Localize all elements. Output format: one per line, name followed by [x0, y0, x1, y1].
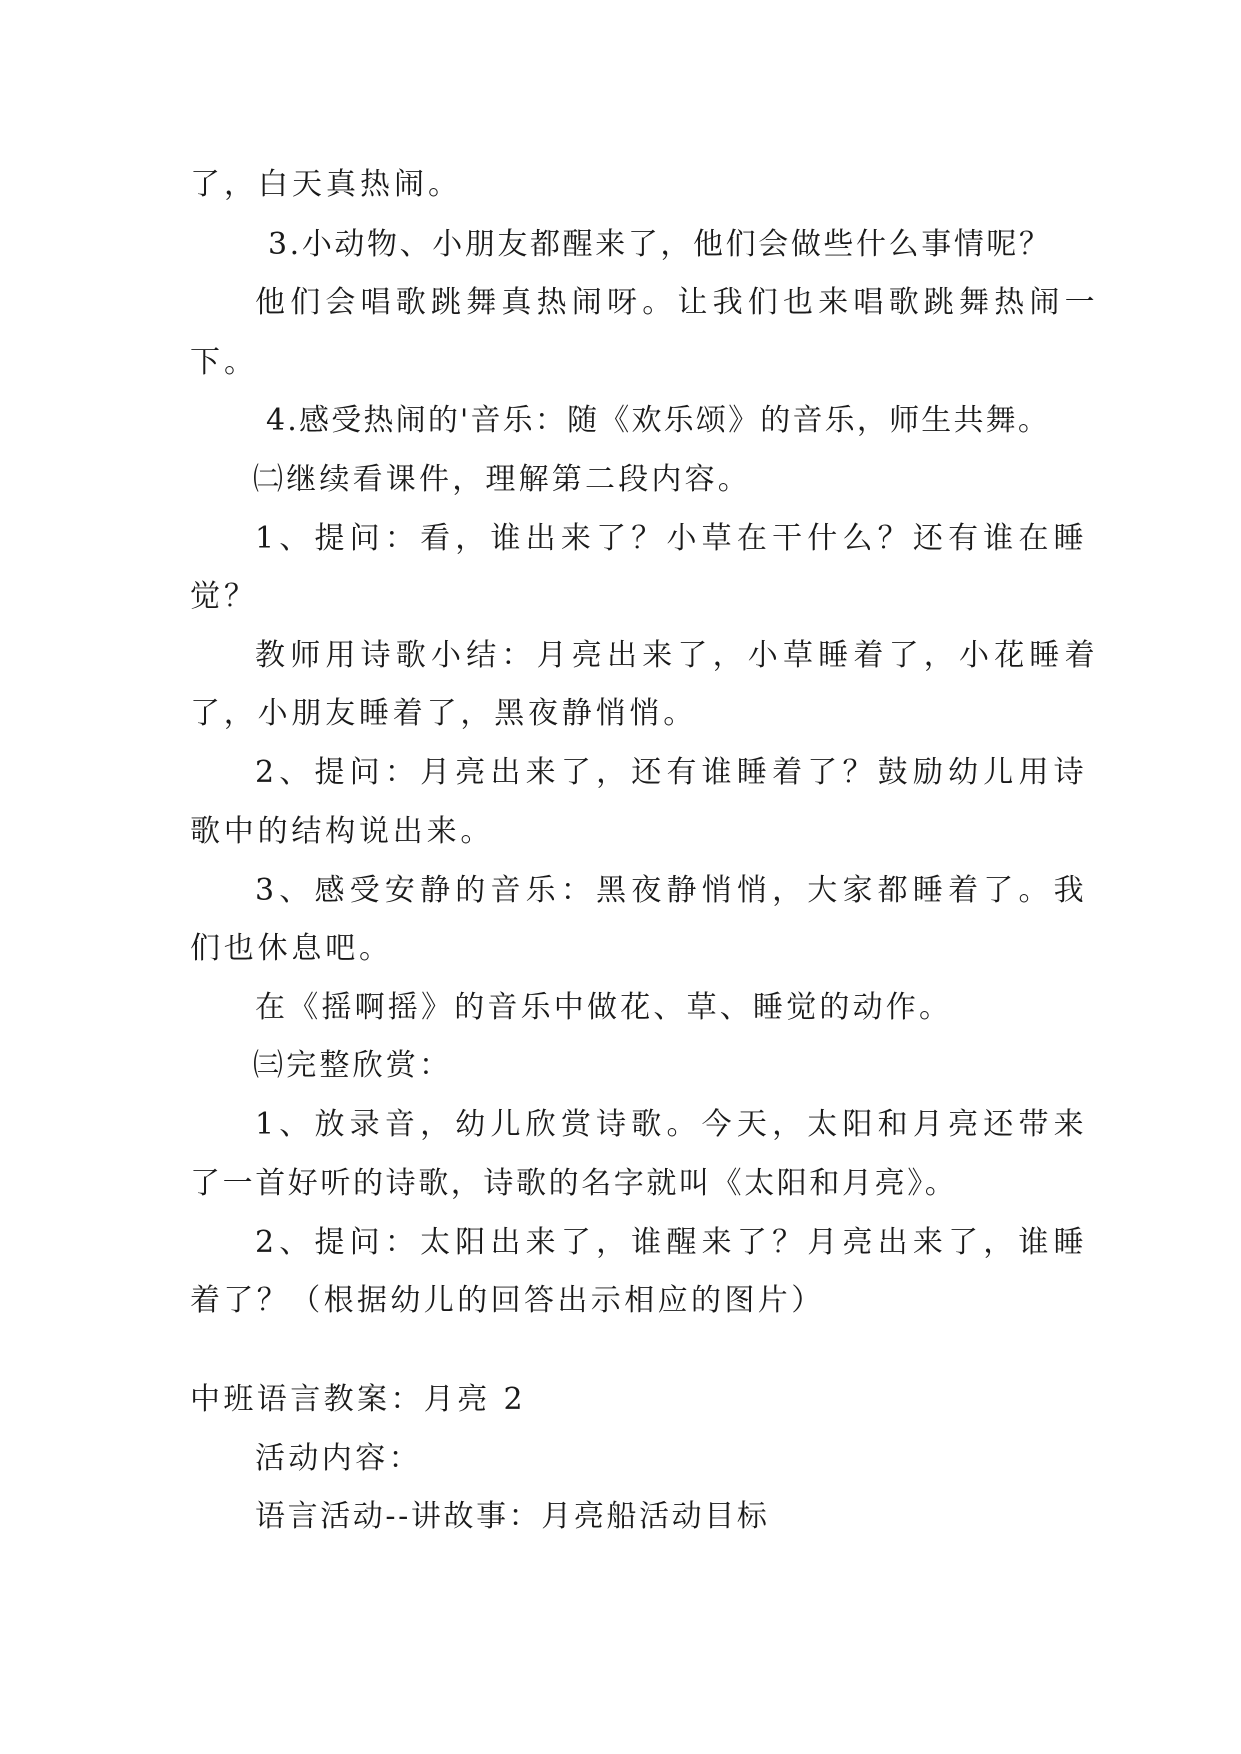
paragraph-line: 了一首好听的诗歌，诗歌的名字就叫《太阳和月亮》。	[190, 1166, 958, 1201]
paragraph-line: 他们会唱歌跳舞真热闹呀。让我们也来唱歌跳舞热闹一	[255, 285, 1100, 320]
paragraph-line: 语言活动--讲故事：月亮船活动目标	[255, 1499, 770, 1534]
paragraph-line: 着了？（根据幼儿的回答出示相应的图片）	[190, 1283, 825, 1318]
paragraph-line: 1、放录音，幼儿欣赏诗歌。今天，太阳和月亮还带来	[255, 1107, 1089, 1142]
paragraph-line: 教师用诗歌小结：月亮出来了，小草睡着了，小花睡着	[255, 638, 1100, 673]
paragraph-line: 了，小朋友睡着了，黑夜静悄悄。	[190, 696, 697, 731]
paragraph-line: 觉？	[190, 579, 258, 614]
document-title: 中班语言教案：月亮 2	[190, 1382, 527, 1417]
paragraph-line: 们也休息吧。	[190, 931, 393, 966]
paragraph-line: 在《摇啊摇》的音乐中做花、草、睡觉的动作。	[255, 990, 953, 1025]
paragraph-line: 歌中的结构说出来。	[190, 814, 495, 849]
paragraph-line: 下。	[190, 345, 258, 380]
section-heading: ㈢完整欣赏：	[253, 1048, 453, 1083]
section-heading: ㈡继续看课件，理解第二段内容。	[253, 462, 751, 497]
paragraph-line: 1、提问：看，谁出来了？小草在干什么？还有谁在睡	[255, 521, 1089, 556]
paragraph-line: 4.感受热闹的'音乐：随《欢乐颂》的音乐，师生共舞。	[266, 403, 1051, 438]
paragraph-line: 2、提问：月亮出来了，还有谁睡着了？鼓励幼儿用诗	[255, 755, 1089, 790]
paragraph-line: 3.小动物、小朋友都醒来了，他们会做些什么事情呢？	[268, 227, 1052, 262]
paragraph-line: 了，白天真热闹。	[190, 167, 462, 202]
paragraph-line: 活动内容：	[255, 1441, 422, 1476]
paragraph-line: 3、感受安静的音乐：黑夜静悄悄，大家都睡着了。我	[255, 873, 1089, 908]
paragraph-line: 2、提问：太阳出来了，谁醒来了？月亮出来了，谁睡	[255, 1225, 1089, 1260]
